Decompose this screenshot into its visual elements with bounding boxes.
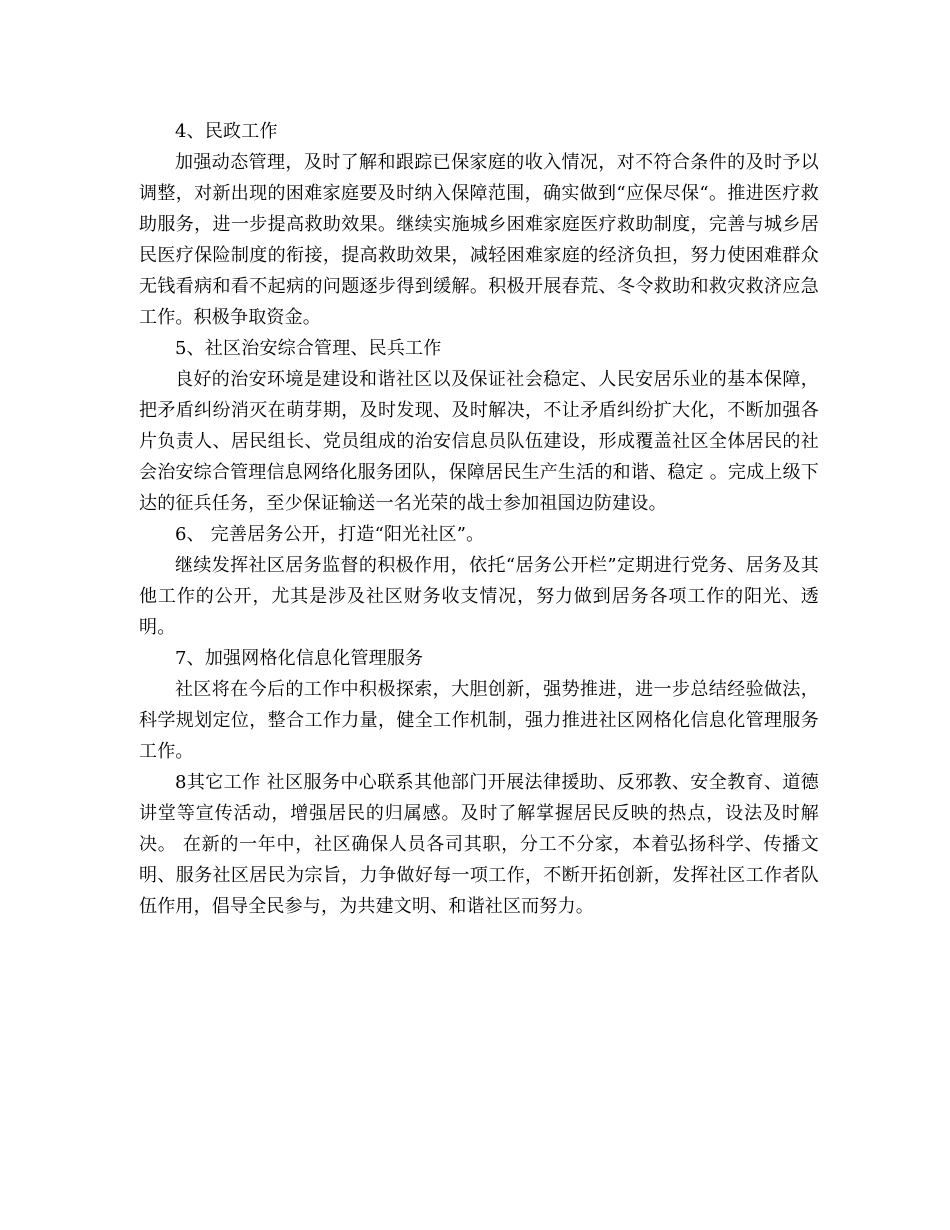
section-heading-affairs-disclosure: 6、 完善居务公开，打造“阳光社区”。 [175,524,485,545]
section-body-grid-management: 社区将在今后的工作中积极探索，大胆创新，强势推进，进一步总结经验做法，科学规划定位，整合工作力量，健全工作机制，强力推进社区网格化信息化管理服务工作。 [139,679,819,762]
section-body-affairs-disclosure: 继续发挥社区居务监督的积极作用，依托“居务公开栏”定期进行党务、居务及其他工作的公开，尤其是涉及社区财务收支情况，努力做到居务各项工作的阳光、透明。 [139,555,819,638]
document-body [139,116,819,922]
section-body-public-security: 良好的治安环境是建设和谐社区以及保证社会稳定、人民安居乐业的基本保障，把矛盾纠纷消灭在萌芽期，及时发现、及时解决，不让矛盾纠纷扩大化，不断加强各片负责人、居民组长、党员组成的治安信息员队伍建设，形成覆盖社区全体居民的社会治安综合管理信息网络化服务团队，保障居民生产生活的和谐、稳定 。完成上级下达的征兵任务，至少保证输送一名光荣的战士参加祖国边防建设。 [139,369,819,514]
section-heading-civil-affairs: 4、民政工作 [175,121,278,142]
section-heading-public-security: 5、社区治安综合管理、民兵工作 [175,338,442,359]
section-body-civil-affairs: 加强动态管理，及时了解和跟踪已保家庭的收入情况，对不符合条件的及时予以调整，对新出现的困难家庭要及时纳入保障范围，确实做到“应保尽保“。推进医疗救助服务，进一步提高救助效果。继续实施城乡困难家庭医疗救助制度，完善与城乡居民医疗保险制度的衔接，提高救助效果，减轻困难家庭的经济负担，努力使困难群众无钱看病和看不起病的问题逐步得到缓解。积极开展春荒、冬令救助和救灾救济应急工作。积极争取资金。 [139,152,819,328]
section-heading-grid-management: 7、加强网格化信息化管理服务 [175,648,424,669]
closing-paragraph: 8其它工作 社区服务中心联系其他部门开展法律援助、反邪教、安全教育、道德讲堂等宣传活动，增强居民的归属感。及时了解掌握居民反映的热点，设法及时解决。 在新的一年中，社区确保人员各司其职，分工不分家，本着弘扬科学、传播文明、服务社区居民为宗旨，力争做好每一项工作，不断开拓创新，发挥社区工作者队伍作用，倡导全民参与，为共建文明、和谐社区而努力。 [139,772,819,917]
